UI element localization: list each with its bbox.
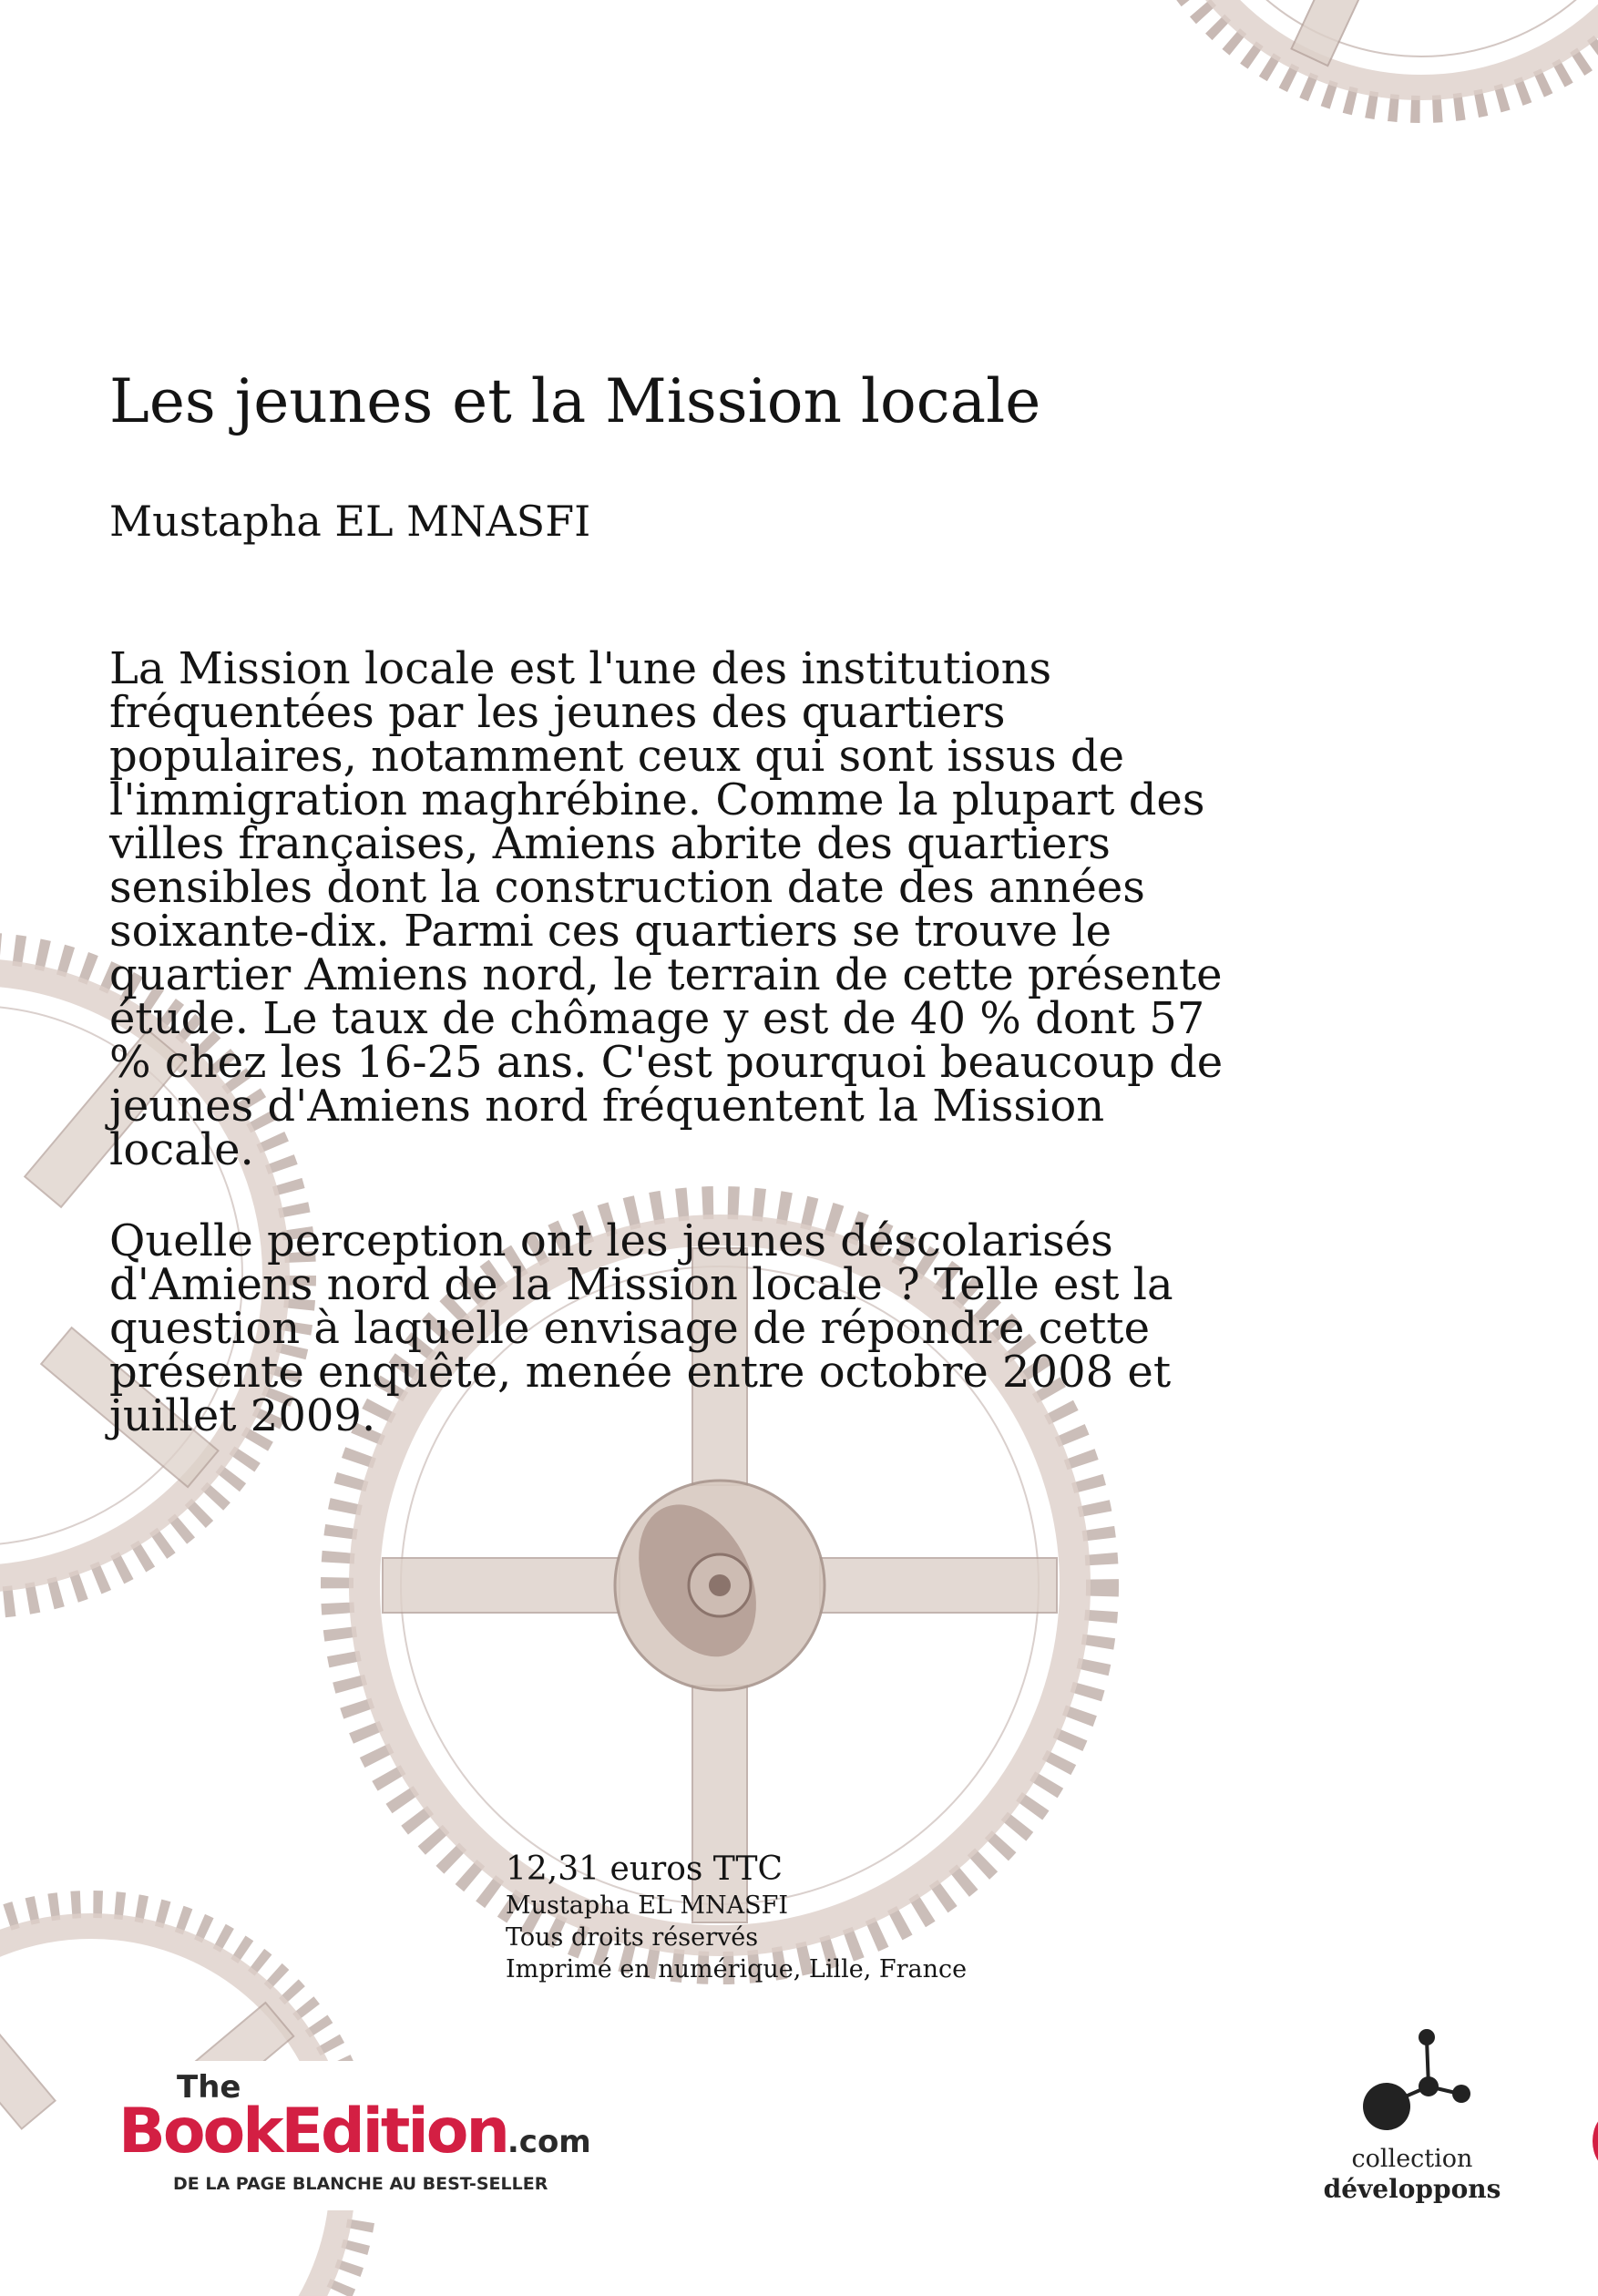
logo-name: BookEdition [118,2096,507,2168]
summary-paragraph: La Mission locale est l'une des institutions fréquentées par les jeunes des quartiers populaires, notamment ceux qui sont issus de l'immigration maghrébine. Comme la plupart des villes françaises, Amiens abrite des quartiers sensibles dont la construction date des années soixante-dix. Parmi ces quartiers se trouve le quartier Amiens nord, le terrain de cette présente étude. Le taux de chômage y est de 40 % dont 57 % chez les 16-25 ans. C'est pourquoi beaucoup de jeunes d'Amiens nord fréquentent la Mission locale. [109,643,1224,1175]
back-cover-summary [109,643,1239,1485]
price: 12,31 euros TTC [506,1850,784,1888]
collection-name: développons [1323,2174,1501,2204]
molecule-icon [1321,2023,1503,2141]
imprint-block [506,1850,967,1985]
gear-icon [0,1786,474,2296]
book-title: Les jeunes et la Mission locale [109,366,1041,436]
imprint-author: Mustapha EL MNASFI [506,1891,789,1920]
collection-label: collection [1351,2145,1473,2173]
collection-mark [1321,2023,1503,2205]
logo-wordmark [118,2096,591,2175]
book-author: Mustapha EL MNASFI [109,497,591,546]
rights-notice: Tous droits réservés [506,1923,759,1952]
logo-tld: .com [507,2124,591,2160]
publisher-tagline: DE LA PAGE BLANCHE AU BEST-SELLER [173,2174,548,2194]
logo-the: The [177,2069,241,2106]
gear-icon [1093,0,1598,346]
summary-paragraph: Quelle perception ont les jeunes déscolarisés d'Amiens nord de la Mission locale ? Telle est la question à laquelle envisage de répondre cette présente enquête, menée entre octobre 2008 et juillet 2009. [109,1215,1173,1441]
publisher-logo [108,2061,647,2210]
edge-mark [1593,2114,1598,2168]
print-location: Imprimé en numérique, Lille, France [506,1955,968,1983]
